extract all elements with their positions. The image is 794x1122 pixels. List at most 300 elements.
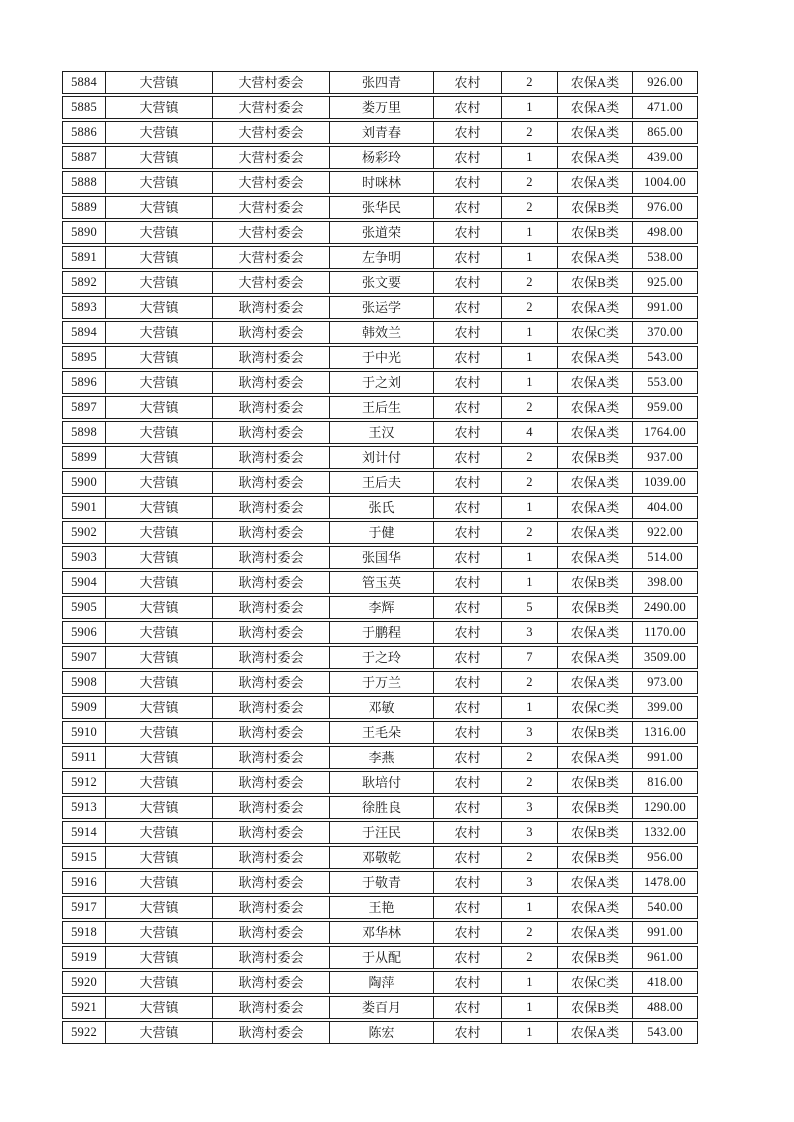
cell-sequence-number: 5890 bbox=[62, 221, 106, 244]
cell-residence-type: 农村 bbox=[434, 721, 502, 744]
cell-town: 大营镇 bbox=[106, 996, 213, 1019]
cell-sequence-number: 5896 bbox=[62, 371, 106, 394]
cell-person-count: 1 bbox=[502, 896, 558, 919]
cell-person-count: 1 bbox=[502, 96, 558, 119]
cell-village-committee: 耿湾村委会 bbox=[213, 721, 330, 744]
table-row bbox=[62, 521, 698, 544]
cell-residence-type: 农村 bbox=[434, 846, 502, 869]
cell-person-name: 张道荣 bbox=[330, 221, 434, 244]
cell-person-name: 刘计付 bbox=[330, 446, 434, 469]
cell-town: 大营镇 bbox=[106, 771, 213, 794]
cell-person-count: 2 bbox=[502, 771, 558, 794]
cell-insurance-category: 农保A类 bbox=[558, 646, 633, 669]
cell-residence-type: 农村 bbox=[434, 221, 502, 244]
cell-town: 大营镇 bbox=[106, 221, 213, 244]
cell-amount: 925.00 bbox=[633, 271, 698, 294]
cell-sequence-number: 5915 bbox=[62, 846, 106, 869]
cell-person-count: 2 bbox=[502, 196, 558, 219]
cell-amount: 540.00 bbox=[633, 896, 698, 919]
cell-person-count: 1 bbox=[502, 146, 558, 169]
table-row bbox=[62, 871, 698, 894]
cell-residence-type: 农村 bbox=[434, 371, 502, 394]
cell-amount: 370.00 bbox=[633, 321, 698, 344]
cell-town: 大营镇 bbox=[106, 821, 213, 844]
cell-village-committee: 耿湾村委会 bbox=[213, 846, 330, 869]
cell-person-count: 5 bbox=[502, 596, 558, 619]
table-row bbox=[62, 396, 698, 419]
cell-person-count: 3 bbox=[502, 721, 558, 744]
cell-amount: 3509.00 bbox=[633, 646, 698, 669]
cell-village-committee: 大营村委会 bbox=[213, 246, 330, 269]
cell-village-committee: 耿湾村委会 bbox=[213, 346, 330, 369]
cell-village-committee: 耿湾村委会 bbox=[213, 296, 330, 319]
cell-town: 大营镇 bbox=[106, 321, 213, 344]
cell-amount: 398.00 bbox=[633, 571, 698, 594]
cell-village-committee: 耿湾村委会 bbox=[213, 671, 330, 694]
cell-insurance-category: 农保C类 bbox=[558, 696, 633, 719]
cell-person-count: 2 bbox=[502, 71, 558, 94]
cell-insurance-category: 农保A类 bbox=[558, 371, 633, 394]
cell-town: 大营镇 bbox=[106, 971, 213, 994]
cell-town: 大营镇 bbox=[106, 521, 213, 544]
cell-village-committee: 耿湾村委会 bbox=[213, 771, 330, 794]
cell-amount: 543.00 bbox=[633, 1021, 698, 1044]
cell-person-count: 1 bbox=[502, 221, 558, 244]
cell-town: 大营镇 bbox=[106, 296, 213, 319]
cell-residence-type: 农村 bbox=[434, 646, 502, 669]
cell-sequence-number: 5909 bbox=[62, 696, 106, 719]
table-row bbox=[62, 371, 698, 394]
cell-residence-type: 农村 bbox=[434, 996, 502, 1019]
cell-amount: 961.00 bbox=[633, 946, 698, 969]
cell-insurance-category: 农保A类 bbox=[558, 746, 633, 769]
cell-person-name: 邓华林 bbox=[330, 921, 434, 944]
cell-person-count: 1 bbox=[502, 996, 558, 1019]
cell-residence-type: 农村 bbox=[434, 346, 502, 369]
cell-insurance-category: 农保B类 bbox=[558, 846, 633, 869]
cell-person-count: 3 bbox=[502, 871, 558, 894]
cell-sequence-number: 5903 bbox=[62, 546, 106, 569]
cell-residence-type: 农村 bbox=[434, 796, 502, 819]
cell-insurance-category: 农保A类 bbox=[558, 296, 633, 319]
cell-person-name: 左争明 bbox=[330, 246, 434, 269]
cell-insurance-category: 农保A类 bbox=[558, 346, 633, 369]
cell-person-name: 杨彩玲 bbox=[330, 146, 434, 169]
cell-person-count: 1 bbox=[502, 571, 558, 594]
cell-person-count: 1 bbox=[502, 321, 558, 344]
cell-residence-type: 农村 bbox=[434, 96, 502, 119]
cell-person-count: 2 bbox=[502, 296, 558, 319]
cell-sequence-number: 5884 bbox=[62, 71, 106, 94]
cell-person-count: 4 bbox=[502, 421, 558, 444]
cell-person-count: 1 bbox=[502, 496, 558, 519]
cell-village-committee: 大营村委会 bbox=[213, 221, 330, 244]
table-row bbox=[62, 546, 698, 569]
cell-person-count: 2 bbox=[502, 121, 558, 144]
cell-amount: 543.00 bbox=[633, 346, 698, 369]
cell-sequence-number: 5897 bbox=[62, 396, 106, 419]
cell-sequence-number: 5888 bbox=[62, 171, 106, 194]
cell-village-committee: 耿湾村委会 bbox=[213, 321, 330, 344]
cell-insurance-category: 农保A类 bbox=[558, 396, 633, 419]
cell-insurance-category: 农保B类 bbox=[558, 571, 633, 594]
cell-residence-type: 农村 bbox=[434, 546, 502, 569]
cell-insurance-category: 农保A类 bbox=[558, 146, 633, 169]
cell-town: 大营镇 bbox=[106, 896, 213, 919]
cell-sequence-number: 5891 bbox=[62, 246, 106, 269]
cell-village-committee: 耿湾村委会 bbox=[213, 446, 330, 469]
table-row bbox=[62, 346, 698, 369]
cell-amount: 991.00 bbox=[633, 746, 698, 769]
cell-person-name: 张氏 bbox=[330, 496, 434, 519]
cell-village-committee: 耿湾村委会 bbox=[213, 496, 330, 519]
cell-person-name: 于汪民 bbox=[330, 821, 434, 844]
cell-insurance-category: 农保C类 bbox=[558, 971, 633, 994]
table-row bbox=[62, 596, 698, 619]
cell-insurance-category: 农保B类 bbox=[558, 821, 633, 844]
table-row bbox=[62, 171, 698, 194]
cell-person-count: 2 bbox=[502, 521, 558, 544]
cell-insurance-category: 农保B类 bbox=[558, 996, 633, 1019]
cell-sequence-number: 5918 bbox=[62, 921, 106, 944]
cell-residence-type: 农村 bbox=[434, 71, 502, 94]
cell-person-count: 2 bbox=[502, 746, 558, 769]
cell-person-count: 2 bbox=[502, 171, 558, 194]
cell-residence-type: 农村 bbox=[434, 671, 502, 694]
cell-person-count: 3 bbox=[502, 621, 558, 644]
cell-sequence-number: 5910 bbox=[62, 721, 106, 744]
cell-insurance-category: 农保A类 bbox=[558, 121, 633, 144]
cell-insurance-category: 农保B类 bbox=[558, 221, 633, 244]
cell-sequence-number: 5887 bbox=[62, 146, 106, 169]
cell-town: 大营镇 bbox=[106, 946, 213, 969]
cell-residence-type: 农村 bbox=[434, 471, 502, 494]
table-row bbox=[62, 471, 698, 494]
cell-town: 大营镇 bbox=[106, 96, 213, 119]
cell-amount: 404.00 bbox=[633, 496, 698, 519]
cell-person-name: 时咪林 bbox=[330, 171, 434, 194]
cell-residence-type: 农村 bbox=[434, 196, 502, 219]
cell-town: 大营镇 bbox=[106, 646, 213, 669]
cell-village-committee: 耿湾村委会 bbox=[213, 596, 330, 619]
cell-amount: 956.00 bbox=[633, 846, 698, 869]
cell-person-count: 3 bbox=[502, 821, 558, 844]
cell-town: 大营镇 bbox=[106, 71, 213, 94]
cell-town: 大营镇 bbox=[106, 396, 213, 419]
cell-amount: 488.00 bbox=[633, 996, 698, 1019]
cell-sequence-number: 5885 bbox=[62, 96, 106, 119]
cell-amount: 2490.00 bbox=[633, 596, 698, 619]
cell-village-committee: 耿湾村委会 bbox=[213, 421, 330, 444]
cell-residence-type: 农村 bbox=[434, 896, 502, 919]
cell-village-committee: 耿湾村委会 bbox=[213, 371, 330, 394]
cell-person-name: 于敬青 bbox=[330, 871, 434, 894]
cell-sequence-number: 5911 bbox=[62, 746, 106, 769]
cell-residence-type: 农村 bbox=[434, 396, 502, 419]
cell-insurance-category: 农保A类 bbox=[558, 471, 633, 494]
cell-residence-type: 农村 bbox=[434, 971, 502, 994]
cell-insurance-category: 农保A类 bbox=[558, 896, 633, 919]
cell-town: 大营镇 bbox=[106, 146, 213, 169]
cell-person-count: 3 bbox=[502, 796, 558, 819]
cell-amount: 1332.00 bbox=[633, 821, 698, 844]
cell-village-committee: 耿湾村委会 bbox=[213, 871, 330, 894]
cell-person-count: 2 bbox=[502, 396, 558, 419]
table-row bbox=[62, 321, 698, 344]
cell-sequence-number: 5905 bbox=[62, 596, 106, 619]
cell-person-count: 1 bbox=[502, 971, 558, 994]
table-row bbox=[62, 221, 698, 244]
cell-residence-type: 农村 bbox=[434, 571, 502, 594]
table-row bbox=[62, 71, 698, 94]
cell-person-name: 娄万里 bbox=[330, 96, 434, 119]
cell-person-count: 2 bbox=[502, 846, 558, 869]
cell-residence-type: 农村 bbox=[434, 246, 502, 269]
cell-amount: 1039.00 bbox=[633, 471, 698, 494]
cell-town: 大营镇 bbox=[106, 371, 213, 394]
cell-person-name: 李辉 bbox=[330, 596, 434, 619]
cell-amount: 926.00 bbox=[633, 71, 698, 94]
cell-village-committee: 耿湾村委会 bbox=[213, 546, 330, 569]
cell-person-name: 王后夫 bbox=[330, 471, 434, 494]
cell-residence-type: 农村 bbox=[434, 821, 502, 844]
cell-amount: 937.00 bbox=[633, 446, 698, 469]
cell-town: 大营镇 bbox=[106, 246, 213, 269]
cell-insurance-category: 农保A类 bbox=[558, 421, 633, 444]
cell-amount: 976.00 bbox=[633, 196, 698, 219]
cell-town: 大营镇 bbox=[106, 571, 213, 594]
table-row bbox=[62, 946, 698, 969]
cell-sequence-number: 5902 bbox=[62, 521, 106, 544]
cell-sequence-number: 5906 bbox=[62, 621, 106, 644]
table-row bbox=[62, 696, 698, 719]
cell-town: 大营镇 bbox=[106, 446, 213, 469]
cell-amount: 553.00 bbox=[633, 371, 698, 394]
cell-person-count: 2 bbox=[502, 921, 558, 944]
cell-town: 大营镇 bbox=[106, 746, 213, 769]
cell-insurance-category: 农保A类 bbox=[558, 1021, 633, 1044]
table-row bbox=[62, 996, 698, 1019]
table-row bbox=[62, 821, 698, 844]
cell-sequence-number: 5892 bbox=[62, 271, 106, 294]
cell-insurance-category: 农保B类 bbox=[558, 796, 633, 819]
cell-sequence-number: 5900 bbox=[62, 471, 106, 494]
cell-town: 大营镇 bbox=[106, 596, 213, 619]
cell-town: 大营镇 bbox=[106, 471, 213, 494]
cell-town: 大营镇 bbox=[106, 846, 213, 869]
cell-village-committee: 大营村委会 bbox=[213, 71, 330, 94]
cell-person-count: 2 bbox=[502, 471, 558, 494]
cell-person-name: 邓敬乾 bbox=[330, 846, 434, 869]
cell-person-count: 1 bbox=[502, 1021, 558, 1044]
cell-amount: 1290.00 bbox=[633, 796, 698, 819]
cell-sequence-number: 5894 bbox=[62, 321, 106, 344]
cell-village-committee: 大营村委会 bbox=[213, 121, 330, 144]
cell-village-committee: 耿湾村委会 bbox=[213, 796, 330, 819]
cell-sequence-number: 5899 bbox=[62, 446, 106, 469]
cell-sequence-number: 5898 bbox=[62, 421, 106, 444]
cell-residence-type: 农村 bbox=[434, 946, 502, 969]
cell-amount: 1316.00 bbox=[633, 721, 698, 744]
cell-village-committee: 耿湾村委会 bbox=[213, 571, 330, 594]
cell-person-name: 王艳 bbox=[330, 896, 434, 919]
cell-person-count: 2 bbox=[502, 271, 558, 294]
cell-insurance-category: 农保C类 bbox=[558, 321, 633, 344]
cell-sequence-number: 5914 bbox=[62, 821, 106, 844]
cell-residence-type: 农村 bbox=[434, 696, 502, 719]
cell-person-name: 耿培付 bbox=[330, 771, 434, 794]
cell-person-name: 李燕 bbox=[330, 746, 434, 769]
cell-residence-type: 农村 bbox=[434, 771, 502, 794]
cell-village-committee: 耿湾村委会 bbox=[213, 396, 330, 419]
table-row bbox=[62, 146, 698, 169]
cell-person-count: 1 bbox=[502, 246, 558, 269]
cell-residence-type: 农村 bbox=[434, 446, 502, 469]
cell-amount: 959.00 bbox=[633, 396, 698, 419]
table-row bbox=[62, 296, 698, 319]
cell-insurance-category: 农保B类 bbox=[558, 446, 633, 469]
table-row bbox=[62, 846, 698, 869]
table-row bbox=[62, 196, 698, 219]
cell-person-name: 王毛朵 bbox=[330, 721, 434, 744]
cell-residence-type: 农村 bbox=[434, 321, 502, 344]
cell-amount: 1764.00 bbox=[633, 421, 698, 444]
cell-town: 大营镇 bbox=[106, 871, 213, 894]
cell-insurance-category: 农保A类 bbox=[558, 871, 633, 894]
table-row bbox=[62, 971, 698, 994]
cell-residence-type: 农村 bbox=[434, 621, 502, 644]
cell-village-committee: 耿湾村委会 bbox=[213, 946, 330, 969]
cell-village-committee: 耿湾村委会 bbox=[213, 996, 330, 1019]
cell-sequence-number: 5920 bbox=[62, 971, 106, 994]
cell-amount: 471.00 bbox=[633, 96, 698, 119]
table-row bbox=[62, 421, 698, 444]
cell-residence-type: 农村 bbox=[434, 596, 502, 619]
cell-person-count: 7 bbox=[502, 646, 558, 669]
cell-insurance-category: 农保B类 bbox=[558, 721, 633, 744]
cell-insurance-category: 农保A类 bbox=[558, 671, 633, 694]
cell-person-name: 于从配 bbox=[330, 946, 434, 969]
cell-person-count: 1 bbox=[502, 696, 558, 719]
table-row bbox=[62, 496, 698, 519]
cell-sequence-number: 5889 bbox=[62, 196, 106, 219]
cell-person-name: 管玉英 bbox=[330, 571, 434, 594]
cell-amount: 816.00 bbox=[633, 771, 698, 794]
table-row bbox=[62, 746, 698, 769]
cell-insurance-category: 农保A类 bbox=[558, 621, 633, 644]
cell-sequence-number: 5908 bbox=[62, 671, 106, 694]
cell-village-committee: 大营村委会 bbox=[213, 171, 330, 194]
cell-person-count: 1 bbox=[502, 371, 558, 394]
cell-insurance-category: 农保A类 bbox=[558, 246, 633, 269]
cell-person-name: 王后生 bbox=[330, 396, 434, 419]
cell-town: 大营镇 bbox=[106, 546, 213, 569]
table-row bbox=[62, 571, 698, 594]
cell-insurance-category: 农保A类 bbox=[558, 496, 633, 519]
cell-village-committee: 耿湾村委会 bbox=[213, 471, 330, 494]
table-row bbox=[62, 671, 698, 694]
cell-village-committee: 耿湾村委会 bbox=[213, 621, 330, 644]
table-row bbox=[62, 446, 698, 469]
cell-sequence-number: 5901 bbox=[62, 496, 106, 519]
table-row bbox=[62, 271, 698, 294]
cell-residence-type: 农村 bbox=[434, 746, 502, 769]
cell-person-name: 张四青 bbox=[330, 71, 434, 94]
table-row bbox=[62, 796, 698, 819]
cell-village-committee: 大营村委会 bbox=[213, 196, 330, 219]
cell-person-name: 张国华 bbox=[330, 546, 434, 569]
cell-insurance-category: 农保A类 bbox=[558, 546, 633, 569]
cell-sequence-number: 5904 bbox=[62, 571, 106, 594]
cell-residence-type: 农村 bbox=[434, 171, 502, 194]
cell-person-name: 于之玲 bbox=[330, 646, 434, 669]
cell-village-committee: 大营村委会 bbox=[213, 271, 330, 294]
cell-insurance-category: 农保B类 bbox=[558, 946, 633, 969]
cell-amount: 439.00 bbox=[633, 146, 698, 169]
cell-sequence-number: 5922 bbox=[62, 1021, 106, 1044]
cell-town: 大营镇 bbox=[106, 271, 213, 294]
cell-person-name: 邓敏 bbox=[330, 696, 434, 719]
cell-insurance-category: 农保B类 bbox=[558, 271, 633, 294]
table-row bbox=[62, 1021, 698, 1044]
cell-residence-type: 农村 bbox=[434, 521, 502, 544]
cell-sequence-number: 5921 bbox=[62, 996, 106, 1019]
cell-person-name: 张文要 bbox=[330, 271, 434, 294]
cell-residence-type: 农村 bbox=[434, 421, 502, 444]
table-row bbox=[62, 121, 698, 144]
cell-town: 大营镇 bbox=[106, 621, 213, 644]
cell-village-committee: 耿湾村委会 bbox=[213, 821, 330, 844]
cell-sequence-number: 5919 bbox=[62, 946, 106, 969]
cell-person-name: 于中光 bbox=[330, 346, 434, 369]
cell-town: 大营镇 bbox=[106, 346, 213, 369]
cell-person-name: 于万兰 bbox=[330, 671, 434, 694]
table-row bbox=[62, 921, 698, 944]
cell-town: 大营镇 bbox=[106, 496, 213, 519]
cell-person-name: 于鹏程 bbox=[330, 621, 434, 644]
cell-person-name: 娄百月 bbox=[330, 996, 434, 1019]
cell-town: 大营镇 bbox=[106, 121, 213, 144]
cell-residence-type: 农村 bbox=[434, 921, 502, 944]
cell-insurance-category: 农保A类 bbox=[558, 71, 633, 94]
cell-person-name: 刘青春 bbox=[330, 121, 434, 144]
cell-amount: 538.00 bbox=[633, 246, 698, 269]
cell-insurance-category: 农保A类 bbox=[558, 921, 633, 944]
cell-insurance-category: 农保A类 bbox=[558, 171, 633, 194]
cell-sequence-number: 5916 bbox=[62, 871, 106, 894]
cell-residence-type: 农村 bbox=[434, 871, 502, 894]
cell-town: 大营镇 bbox=[106, 1021, 213, 1044]
benefits-roster-table bbox=[62, 69, 698, 1046]
cell-person-count: 1 bbox=[502, 546, 558, 569]
cell-village-committee: 耿湾村委会 bbox=[213, 646, 330, 669]
cell-residence-type: 农村 bbox=[434, 146, 502, 169]
cell-village-committee: 耿湾村委会 bbox=[213, 696, 330, 719]
cell-insurance-category: 农保B类 bbox=[558, 596, 633, 619]
cell-amount: 1478.00 bbox=[633, 871, 698, 894]
cell-residence-type: 农村 bbox=[434, 271, 502, 294]
cell-person-name: 于健 bbox=[330, 521, 434, 544]
cell-village-committee: 耿湾村委会 bbox=[213, 971, 330, 994]
cell-person-count: 2 bbox=[502, 671, 558, 694]
table-row bbox=[62, 646, 698, 669]
cell-residence-type: 农村 bbox=[434, 1021, 502, 1044]
cell-person-name: 陶萍 bbox=[330, 971, 434, 994]
cell-town: 大营镇 bbox=[106, 196, 213, 219]
cell-sequence-number: 5886 bbox=[62, 121, 106, 144]
cell-village-committee: 耿湾村委会 bbox=[213, 896, 330, 919]
cell-amount: 399.00 bbox=[633, 696, 698, 719]
